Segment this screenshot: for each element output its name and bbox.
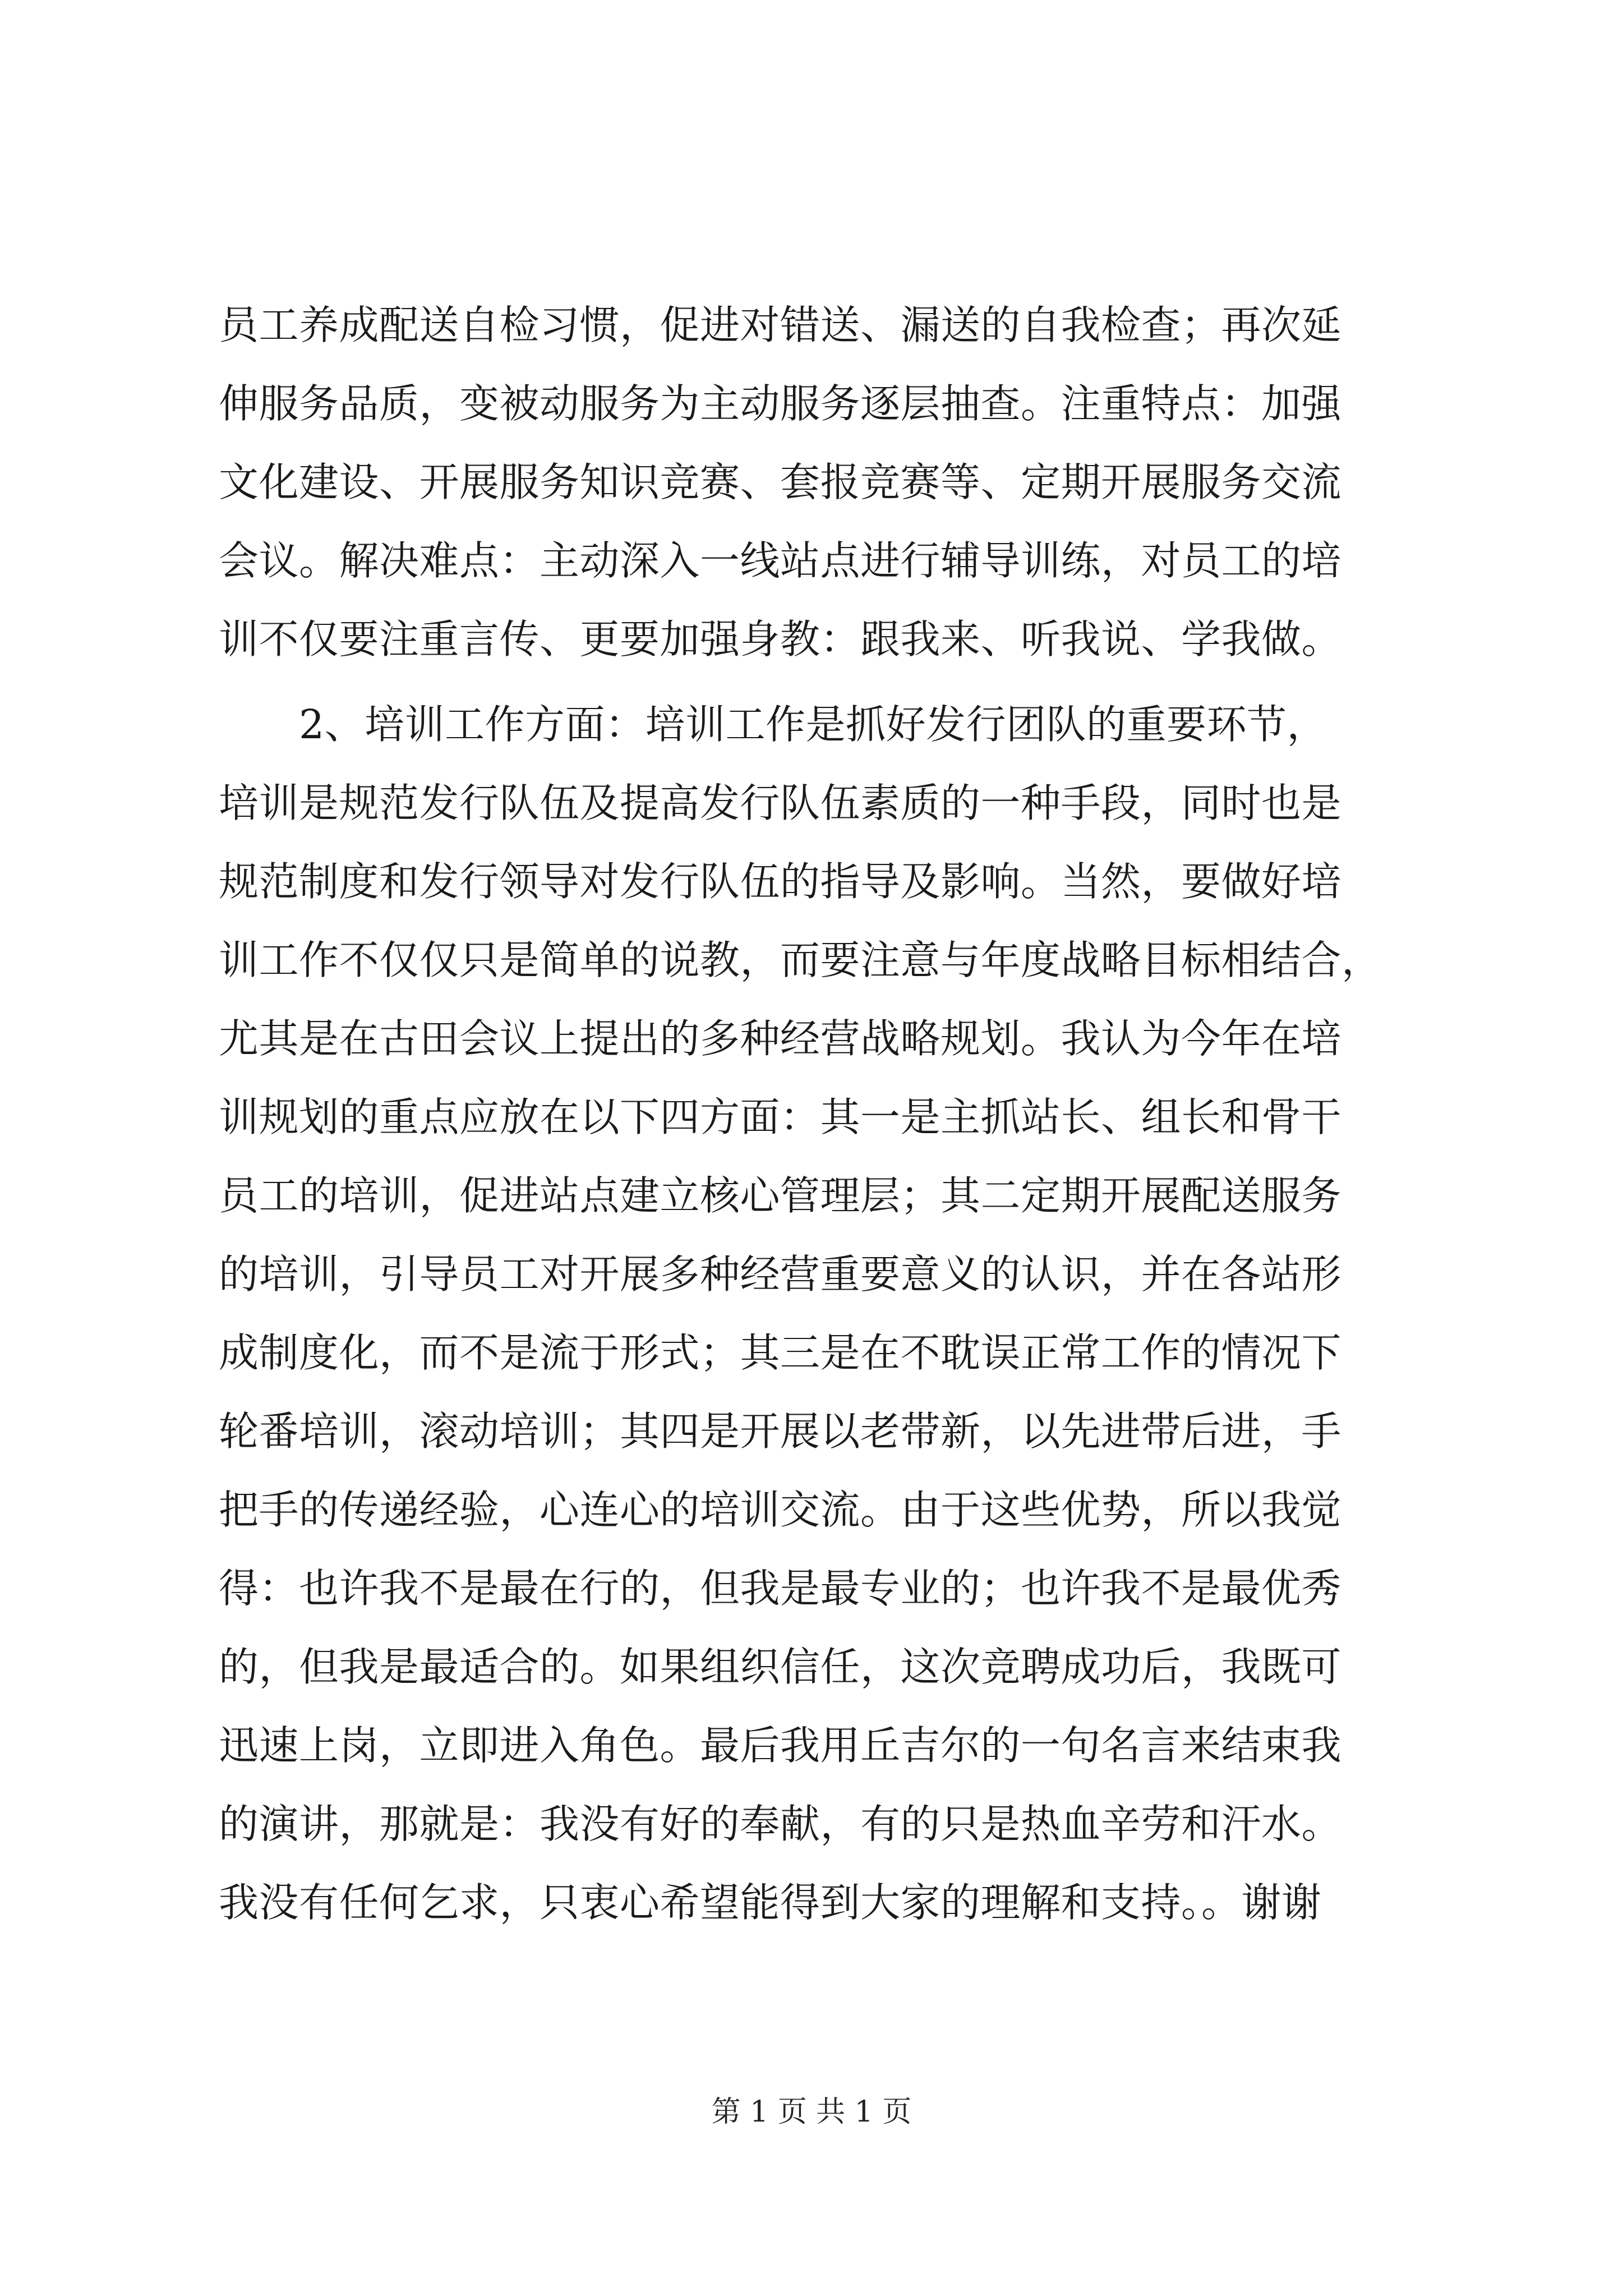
body-text-line: 的演讲，那就是：我没有好的奉献，有的只是热血辛劳和汗水。 bbox=[219, 1801, 1342, 1847]
body-text-line: 得：也许我不是最在行的，但我是最专业的；也许我不是最优秀 bbox=[219, 1565, 1342, 1612]
body-text-line: 员工养成配送自检习惯，促进对错送、漏送的自我检查；再次延 bbox=[219, 302, 1342, 348]
paragraph-start-line: 2、培训工作方面：培训工作是抓好发行团队的重要环节， bbox=[219, 701, 1327, 748]
body-text-line: 训不仅要注重言传、更要加强身教：跟我来、听我说、学我做。 bbox=[219, 616, 1342, 662]
body-text-line: 我没有任何乞求，只衷心希望能得到大家的理解和支持。。谢谢 bbox=[219, 1879, 1322, 1926]
body-text-line: 训规划的重点应放在以下四方面：其一是主抓站长、组长和骨干 bbox=[219, 1094, 1342, 1140]
body-text-line: 文化建设、开展服务知识竞赛、套报竞赛等、定期开展服务交流 bbox=[219, 459, 1342, 505]
body-text-line: 规范制度和发行领导对发行队伍的指导及影响。当然，要做好培 bbox=[219, 858, 1342, 905]
page-number-footer: 第 1 页 共 1 页 bbox=[711, 2095, 912, 2129]
body-text-line: 伸服务品质，变被动服务为主动服务逐层抽查。注重特点：加强 bbox=[219, 380, 1342, 427]
body-text-line: 尤其是在古田会议上提出的多种经营战略规划。我认为今年在培 bbox=[219, 1015, 1342, 1062]
body-text-line: 会议。解决难点：主动深入一线站点进行辅导训练，对员工的培 bbox=[219, 537, 1342, 584]
body-text-line: 训工作不仅仅只是简单的说教，而要注意与年度战略目标相结合， bbox=[219, 937, 1382, 983]
body-text-line: 的，但我是最适合的。如果组织信任，这次竞聘成功后，我既可 bbox=[219, 1644, 1342, 1690]
body-text-line: 培训是规范发行队伍及提高发行队伍素质的一种手段，同时也是 bbox=[219, 780, 1342, 826]
body-text-line: 成制度化，而不是流于形式；其三是在不耽误正常工作的情况下 bbox=[219, 1329, 1342, 1376]
body-text-line: 轮番培训，滚动培训；其四是开展以老带新，以先进带后进，手 bbox=[219, 1408, 1342, 1455]
body-text-line: 的培训，引导员工对开展多种经营重要意义的认识，并在各站形 bbox=[219, 1251, 1342, 1297]
body-text-line: 员工的培训，促进站点建立核心管理层；其二定期开展配送服务 bbox=[219, 1172, 1342, 1219]
body-text-line: 把手的传递经验，心连心的培训交流。由于这些优势，所以我觉 bbox=[219, 1487, 1342, 1533]
body-text-line: 迅速上岗，立即进入角色。最后我用丘吉尔的一句名言来结束我 bbox=[219, 1722, 1342, 1769]
